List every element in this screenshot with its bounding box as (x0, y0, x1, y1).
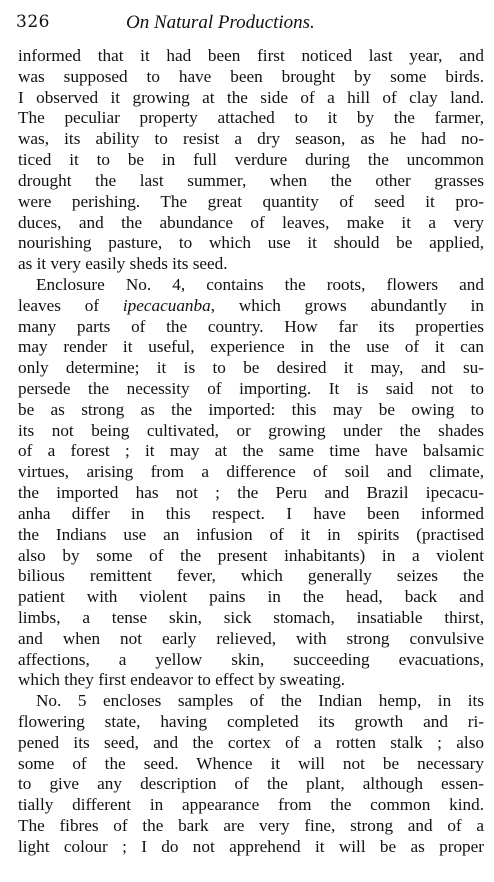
text-line (18, 296, 484, 317)
text-segment: leaves of (18, 295, 123, 315)
text-line: pened its seed, and the cortex of a rotten stalk ; also (18, 732, 484, 752)
text-line: limbs, a tense skin, sick stomach, insatiable thirst, (18, 607, 484, 627)
text-line: light colour ; I do not apprehend it will be as proper (18, 836, 484, 856)
text-line: also by some of the present inhabitants) in a violent (18, 545, 484, 565)
text-line: the Indians use an infusion of it in spirits (practised (18, 524, 484, 544)
text-line: be as strong as the imported: this may be owing to (18, 399, 484, 419)
text-line: only determine; it is to be desired it may, and su- (18, 358, 484, 378)
page-header (16, 8, 478, 38)
italic-term: ipecacuanba (122, 295, 211, 315)
text-line: ticed it to be in full verdure during the uncommon (18, 150, 484, 170)
text-line: many parts of the country. How far its properties (18, 316, 484, 336)
text-line: to give any description of the plant, although essen- (18, 774, 484, 794)
running-head: On Natural Productions. (126, 12, 315, 33)
text-line: patient with violent pains in the head, back and (18, 587, 484, 607)
text-line: tially different in appearance from the common kind. (18, 795, 484, 815)
text-line: was, its ability to resist a dry season, as he had no- (18, 129, 484, 149)
text-line: and when not early relieved, with strong convulsive (18, 628, 484, 648)
text-line: which they first endeavor to effect by sweating. (18, 670, 346, 690)
text-line: its not being cultivated, or growing under the shades (18, 420, 484, 440)
text-line: the imported has not ; the Peru and Brazil ipecacu- (18, 483, 484, 503)
text-line: some of the seed. Whence it will not be necessary (18, 753, 484, 773)
text-line: as it very easily sheds its seed. (18, 254, 228, 274)
text-line: virtues, arising from a difference of soil and climate, (18, 462, 484, 482)
text-line: Enclosure No. 4, contains the roots, flowers and (36, 274, 484, 294)
text-line: duces, and the abundance of leaves, make it a very (18, 212, 484, 232)
text-line: nourishing pasture, to which use it should be applied, (18, 233, 484, 253)
text-line: No. 5 encloses samples of the Indian hemp, in its (36, 691, 484, 711)
text-line: were perishing. The great quantity of seed it pro- (18, 191, 484, 211)
text-line: was supposed to have been brought by some birds. (18, 66, 484, 86)
text-segment: , which grows abundantly in (210, 295, 484, 315)
text-line: persede the necessity of importing. It is said not to (18, 379, 484, 398)
text-line: anha differ in this respect. I have been informed (18, 503, 484, 523)
text-line: The peculiar property attached to it by the farmer, (18, 108, 484, 128)
text-line: informed that it had been first noticed last year, and (18, 46, 484, 65)
text-line: may render it useful, experience in the use of it can (18, 337, 484, 357)
text-line: bilious remittent fever, which generally seizes the (18, 566, 484, 586)
text-line: affections, a yellow skin, succeeding evacuations, (18, 649, 484, 669)
text-line: I observed it growing at the side of a hill of clay land. (18, 87, 484, 107)
text-line: flowering state, having completed its growth and ri- (18, 712, 484, 731)
text-line: The fibres of the bark are very fine, strong and of a (18, 816, 484, 836)
text-line: drought the last summer, when the other grasses (18, 170, 484, 190)
body-text (18, 46, 484, 858)
text-line: of a forest ; it may at the same time have balsamic (18, 441, 484, 461)
page-number: 326 (16, 12, 50, 32)
